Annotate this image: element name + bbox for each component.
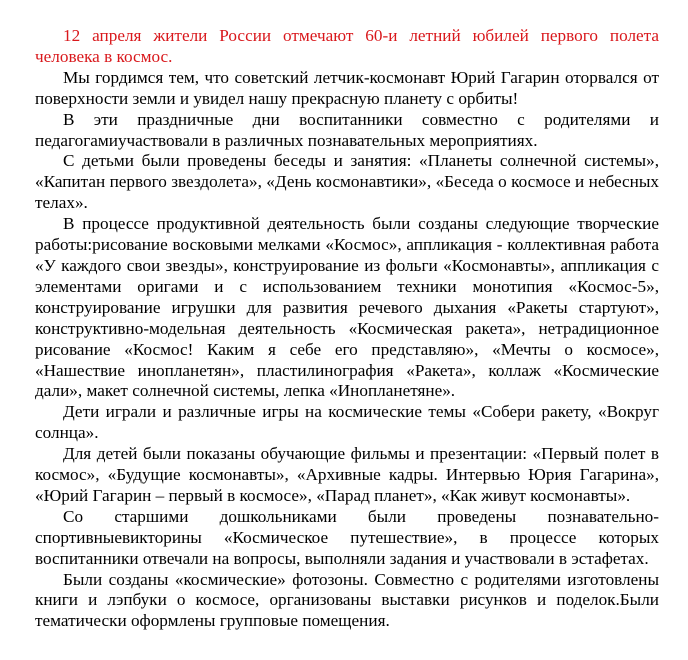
paragraph-creative-works: В процессе продуктивной деятельность были созданы следующие творческие работы:рисование восковыми мелками «Космос», аппликация - коллективная работа «У каждого свои звезды», конструирование из фольги «Космонавты», аппликация с элементами оригами и с использованием техники монотипия «Космос-5», конструирование игрушки для развития речевого дыхания «Ракеты стартуют», конструктивно-модельная деятельность «Космическая ракета», нетрадиционное рисование «Космос! Каким я себе его представляю», «Мечты о космосе», «Нашествие инопланетян», пластилинография «Ракета», коллаж «Космические дали», макет солнечной системы, лепка «Инопланетяне».	[35, 214, 659, 401]
paragraph-conversations-lessons: С детьми были проведены беседы и занятия: «Планеты солнечной системы», «Капитан первого звездолета», «День космонавтики», «Беседа о космосе и небесных телах».	[35, 151, 659, 213]
paragraph-anniversary-intro: 12 апреля жители России отмечают 60-и летний юбилей первого полета человека в космос.	[35, 26, 659, 66]
document-body	[35, 26, 659, 632]
paragraph-games: Дети играли и различные игры на космические темы «Собери ракету, «Вокруг солнца».	[35, 402, 659, 443]
paragraph-holiday-activities: В эти праздничные дни воспитанники совместно с родителями и педагогамиучаствовали в различных познавательных мероприятиях.	[35, 109, 659, 150]
paragraph-pride-gagarin: Мы гордимся тем, что советский летчик-космонавт Юрий Гагарин оторвался от поверхности земли и увидел нашу прекрасную планету с орбиты!	[35, 67, 659, 108]
paragraph-films-presentations: Для детей были показаны обучающие фильмы и презентации: «Первый полет в космос», «Будущие космонавты», «Архивные кадры. Интервью Юрия Гагарина», «Юрий Гагарин – первый в космосе», «Парад планет», «Как живут космонавты».	[35, 444, 659, 505]
paragraph-quizzes: Со старшими дошкольниками были проведены познавательно-спортивныевикторины «Космическое путешествие», в процессе которых воспитанники отвечали на вопросы, выполняли задания и участвовали в эстафетах.	[35, 506, 659, 568]
paragraph-photo-zones: Были созданы «космические» фотозоны. Совместно с родителями изготовлены книги и лэпбуки о космосе, организованы выставки рисунков и поделок.Были тематически оформлены групповые помещения.	[35, 569, 659, 631]
